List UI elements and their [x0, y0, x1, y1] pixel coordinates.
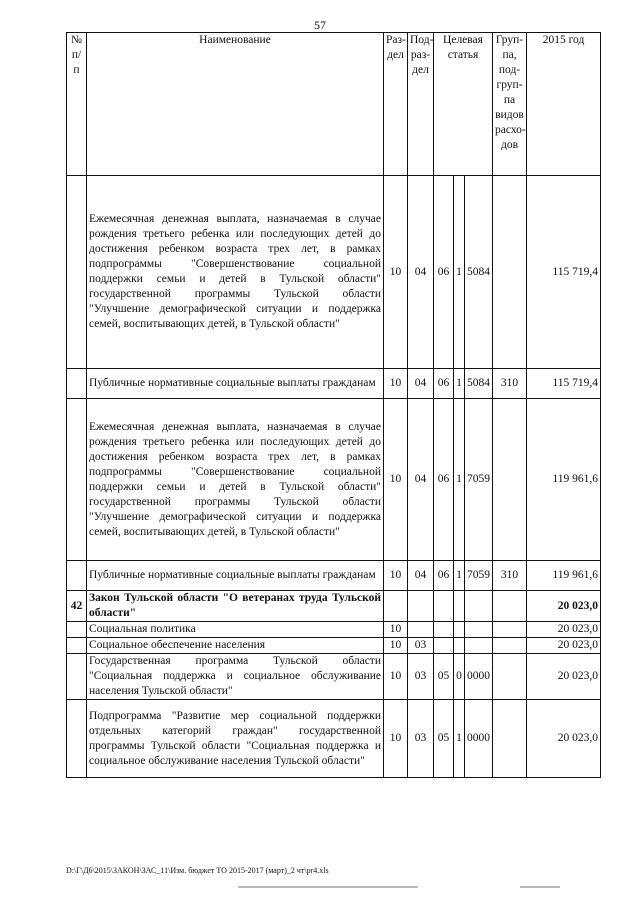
scan-smudge — [520, 886, 560, 888]
row-razdel: 10 — [384, 176, 408, 369]
header-row — [67, 33, 601, 176]
row-podrazdel — [408, 591, 434, 622]
row-amount-2015: 20 023,0 — [527, 654, 601, 700]
row-target-subprogram — [454, 591, 465, 622]
header-target: Целевая статья — [434, 33, 493, 176]
row-expense-group: 310 — [493, 561, 527, 591]
footer-file-path: D:\Г\Д6\2015\ЗАКОН\ЗАС_11\Изм. бюджет ТО 2015-2017 (март)_2 чт\pr4.xls — [66, 866, 329, 875]
row-expense-group — [493, 638, 527, 654]
row-podrazdel: 04 — [408, 369, 434, 399]
row-amount-2015: 20 023,0 — [527, 700, 601, 778]
row-amount-2015: 119 961,6 — [527, 399, 601, 561]
row-number — [67, 622, 87, 638]
row-target-program: 05 — [434, 700, 454, 778]
row-razdel — [384, 591, 408, 622]
row-target-direction: 0000 — [465, 700, 493, 778]
row-target-direction — [465, 638, 493, 654]
row-target-program — [434, 638, 454, 654]
row-target-direction: 5084 — [465, 369, 493, 399]
row-target-subprogram — [454, 622, 465, 638]
row-target-subprogram: 0 — [454, 654, 465, 700]
row-target-program — [434, 591, 454, 622]
header-podrazdel: Под- раз- дел — [408, 33, 434, 176]
row-number — [67, 369, 87, 399]
table-row — [67, 622, 601, 638]
header-group: Груп- па, под- груп- па видов расхо- дов — [493, 33, 527, 176]
row-name: Закон Тульской области "О ветеранах труда Тульской области" — [87, 591, 384, 622]
row-name: Государственная программа Тульской области "Социальная поддержка и социальное обслуживание населения Тульской области" — [87, 654, 384, 700]
row-name: Социальная политика — [87, 622, 384, 638]
table-row — [67, 638, 601, 654]
row-podrazdel: 03 — [408, 638, 434, 654]
row-target-program: 06 — [434, 561, 454, 591]
row-number — [67, 399, 87, 561]
row-expense-group — [493, 591, 527, 622]
row-podrazdel: 04 — [408, 176, 434, 369]
row-number — [67, 638, 87, 654]
budget-table — [66, 32, 601, 778]
row-target-subprogram: 1 — [454, 369, 465, 399]
table-row — [67, 176, 601, 369]
row-target-direction: 0000 — [465, 654, 493, 700]
row-target-direction — [465, 622, 493, 638]
row-number — [67, 561, 87, 591]
row-expense-group — [493, 700, 527, 778]
row-name: Публичные нормативные социальные выплаты гражданам — [87, 369, 384, 399]
table-row — [67, 399, 601, 561]
table-row — [67, 654, 601, 700]
row-target-direction: 7059 — [465, 399, 493, 561]
row-target-program: 06 — [434, 369, 454, 399]
row-target-program — [434, 622, 454, 638]
row-expense-group — [493, 399, 527, 561]
row-podrazdel — [408, 622, 434, 638]
header-year: 2015 год — [527, 33, 601, 176]
row-target-direction: 5084 — [465, 176, 493, 369]
row-target-program: 05 — [434, 654, 454, 700]
row-target-subprogram: 1 — [454, 399, 465, 561]
row-razdel: 10 — [384, 638, 408, 654]
row-target-subprogram — [454, 638, 465, 654]
row-razdel: 10 — [384, 561, 408, 591]
table-row — [67, 700, 601, 778]
row-target-subprogram: 1 — [454, 561, 465, 591]
table-row — [67, 561, 601, 591]
row-name: Социальное обеспечение населения — [87, 638, 384, 654]
row-target-program: 06 — [434, 176, 454, 369]
row-target-program: 06 — [434, 399, 454, 561]
row-podrazdel: 04 — [408, 399, 434, 561]
page-number: 57 — [314, 18, 326, 32]
row-expense-group — [493, 176, 527, 369]
table-row — [67, 591, 601, 622]
row-podrazdel: 03 — [408, 700, 434, 778]
row-podrazdel: 04 — [408, 561, 434, 591]
header-razdel: Раз- дел — [384, 33, 408, 176]
row-number — [67, 176, 87, 369]
row-amount-2015: 119 961,6 — [527, 561, 601, 591]
row-amount-2015: 20 023,0 — [527, 638, 601, 654]
row-target-direction — [465, 591, 493, 622]
row-number — [67, 700, 87, 778]
row-target-subprogram: 1 — [454, 700, 465, 778]
header-num: № п/п — [67, 33, 87, 176]
table-row — [67, 369, 601, 399]
row-target-subprogram: 1 — [454, 176, 465, 369]
header-name: Наименование — [87, 33, 384, 176]
row-name: Ежемесячная денежная выплата, назначаемая в случае рождения третьего ребенка или последующих детей до достижения ребенком возраста трех лет, в рамках подпрограммы "Совершенствование социальной поддержки семьи и детей в Тульской области" государственной программы Тульской области "Улучшение демографической ситуации и поддержка семей, воспитывающих детей, в Тульской области" — [87, 176, 384, 369]
row-name: Публичные нормативные социальные выплаты гражданам — [87, 561, 384, 591]
scan-smudge — [238, 886, 418, 888]
row-expense-group — [493, 622, 527, 638]
row-amount-2015: 20 023,0 — [527, 622, 601, 638]
row-podrazdel: 03 — [408, 654, 434, 700]
row-number — [67, 654, 87, 700]
row-razdel: 10 — [384, 700, 408, 778]
row-razdel: 10 — [384, 622, 408, 638]
row-expense-group — [493, 654, 527, 700]
row-razdel: 10 — [384, 369, 408, 399]
row-target-direction: 7059 — [465, 561, 493, 591]
row-expense-group: 310 — [493, 369, 527, 399]
row-amount-2015: 115 719,4 — [527, 176, 601, 369]
row-amount-2015: 20 023,0 — [527, 591, 601, 622]
row-razdel: 10 — [384, 654, 408, 700]
row-razdel: 10 — [384, 399, 408, 561]
row-name: Ежемесячная денежная выплата, назначаемая в случае рождения третьего ребенка или последующих детей до достижения ребенком возраста трех лет, в рамках подпрограммы "Совершенствование социальной поддержки семьи и детей в Тульской области" государственной программы Тульской области "Улучшение демографической ситуации и поддержка семей, воспитывающих детей, в Тульской области" — [87, 399, 384, 561]
row-amount-2015: 115 719,4 — [527, 369, 601, 399]
row-name: Подпрограмма "Развитие мер социальной поддержки отдельных категорий граждан" государственной программы Тульской области "Социальная поддержка и социальное обслуживание населения Тульской области" — [87, 700, 384, 778]
row-number: 42 — [67, 591, 87, 622]
